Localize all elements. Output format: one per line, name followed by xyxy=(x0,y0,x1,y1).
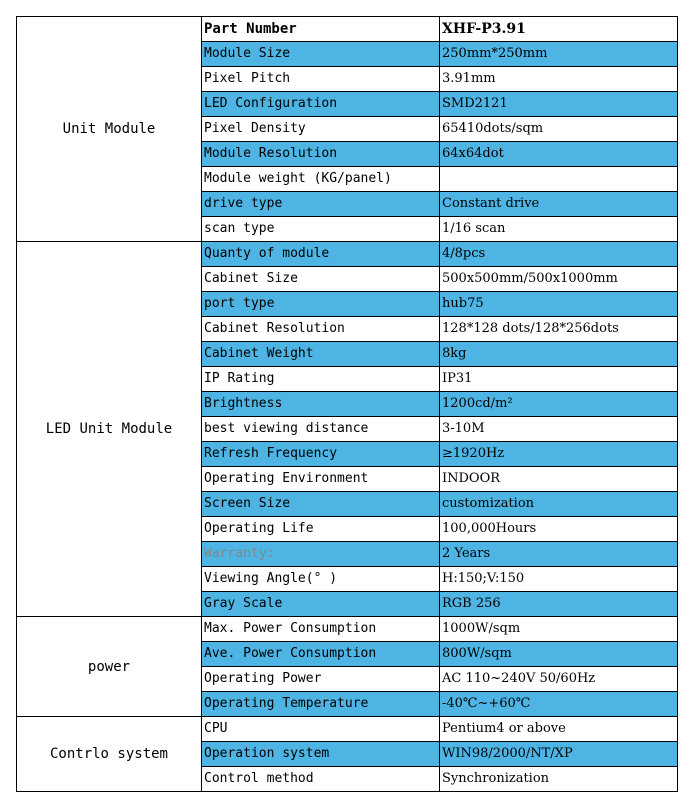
row-label: Cabinet Weight xyxy=(202,342,440,367)
row-value: 4/8pcs xyxy=(440,242,678,267)
row-value: 65410dots/sqm xyxy=(440,117,678,142)
row-label: Module Size xyxy=(202,42,440,67)
row-value: XHF-P3.91 xyxy=(440,17,678,42)
row-value: SMD2121 xyxy=(440,92,678,117)
row-label: Brightness xyxy=(202,392,440,417)
row-label: Operating Temperature xyxy=(202,692,440,717)
row-value: 250mm*250mm xyxy=(440,42,678,67)
spec-table xyxy=(16,16,678,792)
row-label: Module Resolution xyxy=(202,142,440,167)
group-power: power xyxy=(17,617,202,717)
row-value: 1000W/sqm xyxy=(440,617,678,642)
row-label: Pixel Pitch xyxy=(202,67,440,92)
row-label: Part Number xyxy=(202,17,440,42)
row-value: Synchronization xyxy=(440,767,678,792)
row-value: -40℃~+60℃ xyxy=(440,692,678,717)
row-value: IP31 xyxy=(440,367,678,392)
row-value: 128*128 dots/128*256dots xyxy=(440,317,678,342)
row-label: Module weight (KG/panel) xyxy=(202,167,440,192)
row-label: Warranty: xyxy=(202,542,440,567)
row-label: Viewing Angle(° ) xyxy=(202,567,440,592)
table-row xyxy=(17,242,678,267)
row-value: 100,000Hours xyxy=(440,517,678,542)
row-label: Operation system xyxy=(202,742,440,767)
row-label: Operating Life xyxy=(202,517,440,542)
row-value: 64x64dot xyxy=(440,142,678,167)
row-value: 800W/sqm xyxy=(440,642,678,667)
row-label: best viewing distance xyxy=(202,417,440,442)
row-label: Max. Power Consumption xyxy=(202,617,440,642)
row-value: hub75 xyxy=(440,292,678,317)
row-value: ≥1920Hz xyxy=(440,442,678,467)
row-value: H:150;V:150 xyxy=(440,567,678,592)
row-label: Operating Power xyxy=(202,667,440,692)
row-label: Cabinet Size xyxy=(202,267,440,292)
row-value xyxy=(440,167,678,192)
row-value: 2 Years xyxy=(440,542,678,567)
row-label: Operating Environment xyxy=(202,467,440,492)
table-row xyxy=(17,17,678,42)
row-value: AC 110~240V 50/60Hz xyxy=(440,667,678,692)
row-label: port type xyxy=(202,292,440,317)
row-value: Constant drive xyxy=(440,192,678,217)
row-value: 1200cd/m² xyxy=(440,392,678,417)
row-label: CPU xyxy=(202,717,440,742)
group-led-unit-module: LED Unit Module xyxy=(17,242,202,617)
group-unit-module: Unit Module xyxy=(17,17,202,242)
row-value: WIN98/2000/NT/XP xyxy=(440,742,678,767)
row-label: drive type xyxy=(202,192,440,217)
row-value: customization xyxy=(440,492,678,517)
row-label: IP Rating xyxy=(202,367,440,392)
table-row xyxy=(17,717,678,742)
row-label: Ave. Power Consumption xyxy=(202,642,440,667)
row-label: Gray Scale xyxy=(202,592,440,617)
table-row xyxy=(17,617,678,642)
row-label: Refresh Frequency xyxy=(202,442,440,467)
row-value: 1/16 scan xyxy=(440,217,678,242)
group-control-system: Contrlo system xyxy=(17,717,202,792)
row-value: 500x500mm/500x1000mm xyxy=(440,267,678,292)
row-label: scan type xyxy=(202,217,440,242)
row-value: RGB 256 xyxy=(440,592,678,617)
row-value: 8kg xyxy=(440,342,678,367)
row-label: LED Configuration xyxy=(202,92,440,117)
row-label: Pixel Density xyxy=(202,117,440,142)
row-value: INDOOR xyxy=(440,467,678,492)
row-value: Pentium4 or above xyxy=(440,717,678,742)
row-label: Control method xyxy=(202,767,440,792)
row-label: Cabinet Resolution xyxy=(202,317,440,342)
row-value: 3-10M xyxy=(440,417,678,442)
row-label: Screen Size xyxy=(202,492,440,517)
row-value: 3.91mm xyxy=(440,67,678,92)
row-label: Quanty of module xyxy=(202,242,440,267)
